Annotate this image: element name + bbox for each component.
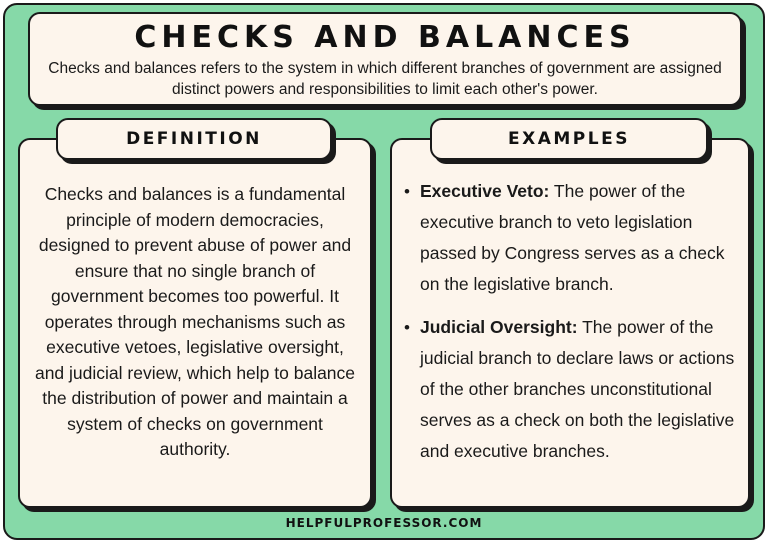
example-item-veto <box>400 176 740 300</box>
examples-list <box>400 176 740 479</box>
footer-site-link[interactable]: HELPFULPROFESSOR.COM <box>285 516 483 530</box>
page-subtitle: Checks and balances refers to the system in which different branches of government are assigned distinct powers and responsibilities to limit each other's power. <box>48 60 722 98</box>
examples-heading: EXAMPLES <box>508 129 630 149</box>
examples-heading-tab <box>430 118 708 160</box>
definition-text: Checks and balances is a fundamental principle of modern democracies, designed to prevent abuse of power and ensure that no single branch of government becomes too powerful. It operates through mechanisms such as executive vetoes, legislative oversight, and judicial review, which help to balance the distribution of power and maintain a system of checks on government authority. <box>34 184 356 459</box>
examples-panel <box>390 138 750 508</box>
bullet-icon: • <box>404 182 410 201</box>
example-text: The power of the judicial branch to declare laws or actions of the other branches unconstitutional serves as a check on both the legislative and executive branches. <box>420 317 735 461</box>
page-title: CHECKS AND BALANCES <box>134 20 636 55</box>
definition-panel <box>18 138 372 508</box>
example-text: The power of the executive branch to veto legislation passed by Congress serves as a check on the legislative branch. <box>420 181 725 294</box>
definition-heading-tab <box>56 118 332 160</box>
example-term: Judicial Oversight: <box>420 317 578 337</box>
header-card <box>28 12 742 106</box>
bullet-icon: • <box>404 318 410 337</box>
example-item-judicial <box>400 312 740 467</box>
example-term: Executive Veto: <box>420 181 550 201</box>
definition-heading: DEFINITION <box>126 129 262 149</box>
